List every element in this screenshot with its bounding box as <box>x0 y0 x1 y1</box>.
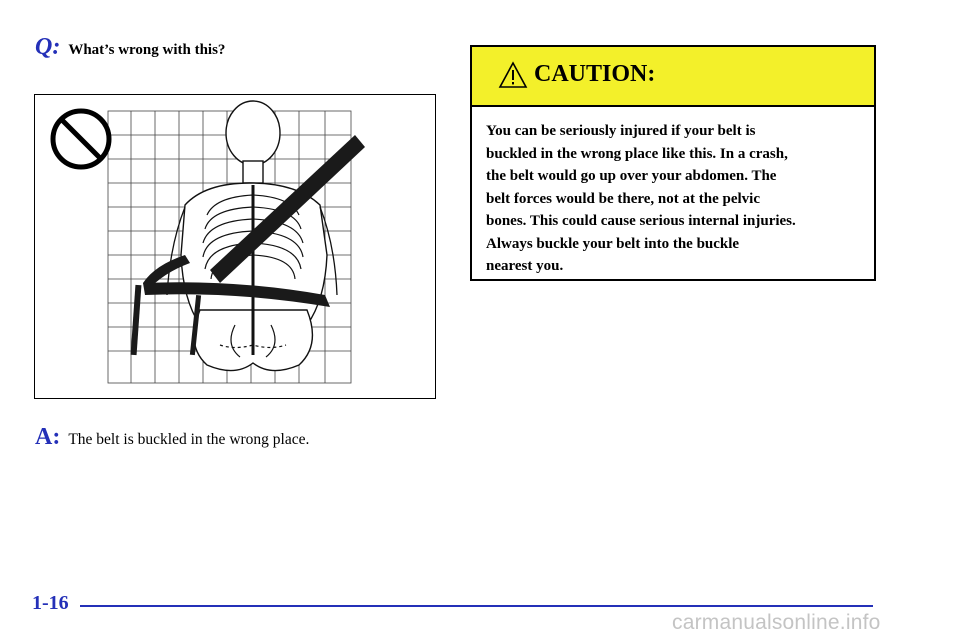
question-text: What’s wrong with this? <box>68 42 226 58</box>
seatbelt-illustration <box>34 94 436 399</box>
no-symbol-icon <box>53 111 109 167</box>
question <box>35 34 225 61</box>
answer-marker: A: <box>35 424 61 450</box>
watermark: carmanualsonline.info <box>672 611 881 634</box>
footer-rule <box>80 605 873 607</box>
page-number: 1-16 <box>32 592 69 614</box>
caution-text <box>472 107 874 278</box>
question-marker: Q: <box>35 34 61 60</box>
caution-line: Always buckle your belt into the buckle <box>486 235 740 252</box>
caution-line: belt forces would be there, not at the pelvic <box>486 190 760 207</box>
caution-line: nearest you. <box>486 258 564 274</box>
caution-line: buckled in the wrong place like this. In a crash, <box>486 145 788 162</box>
answer <box>35 424 309 451</box>
caution-title: CAUTION: <box>534 61 656 87</box>
caution-box <box>470 45 876 281</box>
answer-text: The belt is buckled in the wrong place. <box>68 431 310 448</box>
caution-line: You can be seriously injured if your belt is <box>486 123 756 139</box>
buckle-stalk-left <box>131 285 142 355</box>
caution-line: bones. This could cause serious internal injuries. <box>486 213 796 229</box>
warning-triangle-icon <box>498 61 528 89</box>
caution-header <box>472 47 874 107</box>
caution-line: the belt would go up over your abdomen. The <box>486 168 777 184</box>
